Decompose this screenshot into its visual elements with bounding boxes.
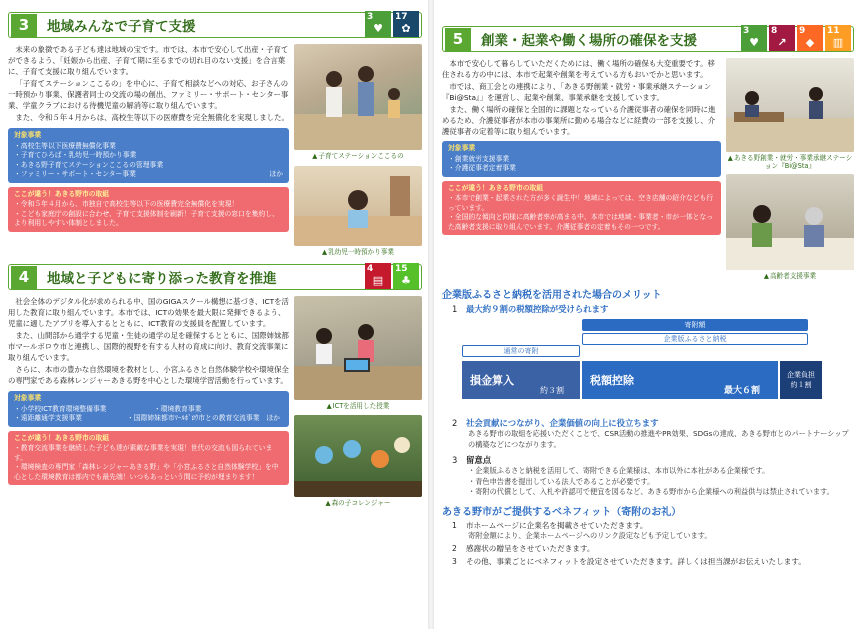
merit-text: 最大約９割の税額控除が受けられます: [466, 304, 609, 314]
sdg-3-badge: 3 ♥: [365, 11, 391, 37]
section-title: 地域と子どもに寄り添った教育を推進: [47, 271, 277, 287]
section-3-header: [8, 12, 422, 38]
target-projects-box: [442, 141, 721, 177]
photo-caption: ▲ 乳幼児一時預かり事業: [294, 248, 422, 256]
photo-caption: ▲ 高齢者支援事業: [726, 272, 854, 280]
photo-caption: ▲ あきる野創業・就労・事業承継ステーション『Bi@Sta』: [726, 154, 854, 170]
section-3-text: [8, 44, 289, 123]
bar-ratio: 約３割: [540, 386, 564, 395]
merit-item-1: 1 最大約９割の税額控除が受けられます: [452, 304, 609, 314]
sdg-17-badge: 17 ✿: [393, 11, 419, 37]
photo-childcare-station: [294, 44, 422, 150]
childcare-illustration: [294, 44, 422, 150]
sdg-8-badge: 8 ↗: [769, 25, 795, 51]
target-item: ・ファミリー・サポート・センター事業: [14, 170, 136, 178]
paragraph: 「子育てステーションここるの」を中心に、子育て相談などへの対応、お子さんの一時預かり事業、保護者同士の交流の場の創出、ファミリー・サポート・センター事業、学童クラブにおける待機児童の解消等に取り組んでいます。: [8, 79, 289, 110]
feature-box: [8, 187, 289, 232]
bar-title: 税額控除: [590, 374, 634, 387]
target-item: ・介護従事者定着事業: [448, 164, 516, 172]
infant-illustration: [294, 166, 422, 246]
normal-donation-label: 通常の寄附: [462, 345, 580, 357]
feature-item: ・環境検査の専門家「森林レンジャーあきる野」や「小宮ふるさと自然体験学校」を中心とした環境教育は都内でも最先端！いつもあっという間に予約が埋まります！: [14, 463, 279, 481]
list-item: ・企業版ふるさと納税を活用して、寄附できる企業様は、本市以外に本社がある企業様です。: [468, 466, 770, 475]
sdgs-badges: [365, 263, 419, 289]
section-5-body: [442, 58, 854, 280]
life-on-land-tree-icon: ♣: [401, 274, 411, 287]
list-item: ・青色申告書を提出している法人であることが必要です。: [468, 476, 655, 486]
feature-box: [442, 181, 721, 236]
target-item: ・遠距離通学支援事業: [14, 414, 82, 422]
target-item: ・国際姉妹都市ﾏｰﾙﾎﾞﾛｳ市との教育交流事業 ほか: [126, 414, 280, 422]
tax-deduction-diagram: [462, 319, 844, 415]
sdgs-badges: [741, 25, 851, 51]
industry-cubes-icon: ◆: [805, 36, 815, 49]
burden-label: 企業負担: [787, 371, 815, 379]
heart-pulse-icon: ♥: [749, 36, 759, 49]
sdg-3-badge: 3 ♥: [741, 25, 767, 51]
paragraph: 市では、商工会との連携により、「あきる野創業・就労・事業承継ステーション『Bi@Sta』」を運営し、起業や創業、事業承継を支援しています。: [442, 82, 712, 102]
feature-item: ・全国的な傾向と同様に高齢者率が高まる中、本市では地域・事業者・市が一体となった高齢者支援に取り組んでいます。介護従事者の定着もその一つです。: [448, 213, 714, 231]
bar-title: 損金算入: [470, 374, 514, 387]
feature-item: ・教育交流事業を継続した子ども達が素敵な事業を実現！世代の交流も図られています。: [14, 444, 273, 462]
benefit-text: 市ホームページに企業名を掲載させていただきます。: [466, 520, 648, 530]
office-illustration: [726, 58, 854, 152]
feature-item: ・本市で創業・起業された方が多く誕生中！地域によっては、空き店舗の紹介なども行っています。: [448, 194, 714, 212]
section-4-text: [8, 296, 289, 386]
photo-caption: ▲ ICTを活用した授業: [294, 402, 422, 410]
photo-infant-care: [294, 166, 422, 246]
paragraph: また、令和５年４月からは、高校生等以下の医療費を完全無償化を実現しました。: [15, 113, 289, 122]
feature-title: ここが違う！あきる野市の取組: [448, 183, 544, 192]
feature-title: ここが違う！あきる野市の取組: [14, 189, 110, 198]
target-item: ・あきる野子育てステーションここるの管理事業: [14, 160, 164, 169]
forest-illustration: [294, 415, 422, 497]
elderly-illustration: [726, 174, 854, 270]
city-buildings-icon: ▥: [832, 36, 844, 49]
paragraph: 未来の象徴である子ども達は地域の宝です。市では、本市で安心して出産・子育てができるよう、「妊娠から出産、子育て期に至るまでの切れ目のない支援」を合言葉に、子育て支援に取り組んでいます。: [8, 45, 289, 76]
feature-item: ・こども家庭庁の創設に合わせ、子育て支援体制を刷新！子育て支援の窓口を集約し、より利用しやすい体制としました。: [14, 209, 279, 227]
ict-class-illustration: [294, 296, 422, 400]
target-item: ・小学校ICT教育環境整備事業: [14, 404, 107, 413]
target-suffix: ほか: [269, 170, 283, 178]
benefits-title: あきる野市がご提供するベネフィット（寄附のお礼）: [442, 506, 682, 518]
target-title: 対象事業: [14, 394, 42, 402]
sdg-15-badge: 15 ♣: [393, 263, 419, 289]
merit-item-3: 3 留意点: [452, 455, 492, 465]
section-5-text: [442, 58, 721, 137]
sdg-4-badge: 4 ▤: [365, 263, 391, 289]
section-number: 4: [11, 266, 37, 289]
kigyo-furusato-label: 企業版ふるさと納税: [582, 333, 808, 345]
feature-title: ここが違う！あきる野市の取組: [14, 433, 110, 442]
target-projects-box: [8, 391, 289, 427]
list-item: ・寄附の代償として、入札や許認可で便宜を図るなど、あきる野市から企業様への利益供与は禁止されています。: [468, 487, 834, 496]
feature-item: ・令和５年４月から、市独自で高校生等以下の医療費完全無償化を実現！: [14, 200, 239, 208]
section-number: 5: [445, 28, 471, 51]
photo-ict-class: [294, 296, 422, 400]
section-5-header: [442, 26, 854, 52]
photo-forest-rangers: [294, 415, 422, 497]
merit-item-2: 2 社会貢献につながり、企業価値の向上に役立ちます: [452, 418, 659, 428]
benefit-item-2: 2 感謝状の贈呈をさせていただきます。: [452, 544, 595, 553]
photo-bista-station: [726, 58, 854, 152]
section-4-body: [8, 296, 422, 507]
paragraph: 社会全体のデジタル化が求められる中、国のGIGAスクール構想に基づき、ICTを活用した教育に取り組んでいます。本市では、ICTの効果を最大限に発揮できるよう、児童に適したアプリを導入するとともに、ICT教育の支援員を配置しています。: [8, 297, 289, 328]
burden-ratio: 約１割: [790, 381, 812, 389]
photo-caption: ▲ 森の子コレンジャー: [294, 499, 422, 507]
company-burden-bar: [780, 361, 822, 399]
photo-elderly-support: [726, 174, 854, 270]
benefit-item-1: 1 市ホームページに企業名を掲載させていただきます。: [452, 520, 648, 530]
target-item: ・創業就労支援事業: [448, 154, 510, 163]
photo-caption: ▲ 子育てステーションここるの: [294, 152, 422, 160]
donation-amount-label: 寄附額: [582, 319, 808, 331]
left-page: [0, 0, 428, 629]
section-3-body: [8, 44, 422, 256]
section-4-header: [8, 264, 422, 290]
partnership-flower-icon: ✿: [401, 22, 411, 35]
education-book-icon: ▤: [372, 274, 384, 287]
sdgs-badges: [365, 11, 419, 37]
bar-ratio: 最大６割: [724, 386, 761, 396]
merit-text: 社会貢献につながり、企業価値の向上に役立ちます: [466, 418, 659, 428]
benefit-sub: 寄附金額により、企業ホームページへのリンク設定なども予定しています。: [468, 530, 712, 540]
sdg-9-badge: 9 ◆: [797, 25, 823, 51]
target-projects-box: [8, 128, 289, 183]
target-title: 対象事業: [14, 131, 42, 139]
paragraph: また、山間部から通学する児童・生徒の通学の足を確保するとともに、国際姉妹都市マールボロウ市と連携し、国際的視野を有する人材の育成に向け、教育交流事業に取り組んでいます。: [8, 331, 289, 362]
paragraph: また、働く場所の確保と全国的に課題となっている介護従事者の確保を同時に進めるため、介護従事者が本市の事業所に勤める場合などに経費の一部を支援し、介護従事者の定着等に取り組んでいます。: [442, 105, 716, 136]
target-title: 対象事業: [448, 144, 476, 152]
heart-pulse-icon: ♥: [373, 22, 383, 35]
target-item: ・環境教育事業: [153, 404, 202, 413]
sdg-11-badge: 11 ▥: [825, 25, 851, 51]
benefit-text: その他、事業ごとにベネフィットを設定させていただきます。詳しくは担当課がお伝えいたします。: [466, 557, 806, 566]
feature-box: [8, 431, 289, 486]
target-item: ・高校生等以下医療費無償化事業: [14, 141, 116, 150]
target-item: ・子育てひろば・乳幼児一時預かり事業: [14, 151, 137, 159]
section-title: 地域みんなで子育て支援: [47, 19, 196, 35]
merits-title: 企業版ふるさと納税を活用された場合のメリット: [442, 290, 662, 301]
caution-list: [468, 466, 854, 498]
merit-text: 留意点: [466, 455, 492, 465]
merit-2-desc: あきる野市の取組を応援いただくことで、CSR活動の推進やPR効果、SDGsの達成、あきる野市とのパートナーシップの構築などにつながります。: [468, 429, 849, 449]
paragraph: 本市で安心して暮らしていただくためには、働く場所の確保も大変重要です。移住される方の中には、本市で起業や創業を考えている方もおいでかと思います。: [442, 59, 715, 79]
right-page: [434, 0, 860, 629]
section-number: 3: [11, 14, 37, 37]
section-title: 創業・起業や働く場所の確保を支援: [481, 33, 697, 49]
growth-chart-icon: ↗: [777, 36, 787, 49]
benefit-text: 感謝状の贈呈をさせていただきます。: [466, 544, 595, 553]
benefit-item-3: 3 その他、事業ごとにベネフィットを設定させていただきます。詳しくは担当課がお伝えいたします。: [452, 557, 806, 566]
paragraph: さらに、本市の豊かな自然環境を教材とし、小宮ふるさと自然体験学校や環境保全の専門家である森林レンジャーあきる野を中心とした環境学習活動を行っています。: [8, 365, 289, 385]
